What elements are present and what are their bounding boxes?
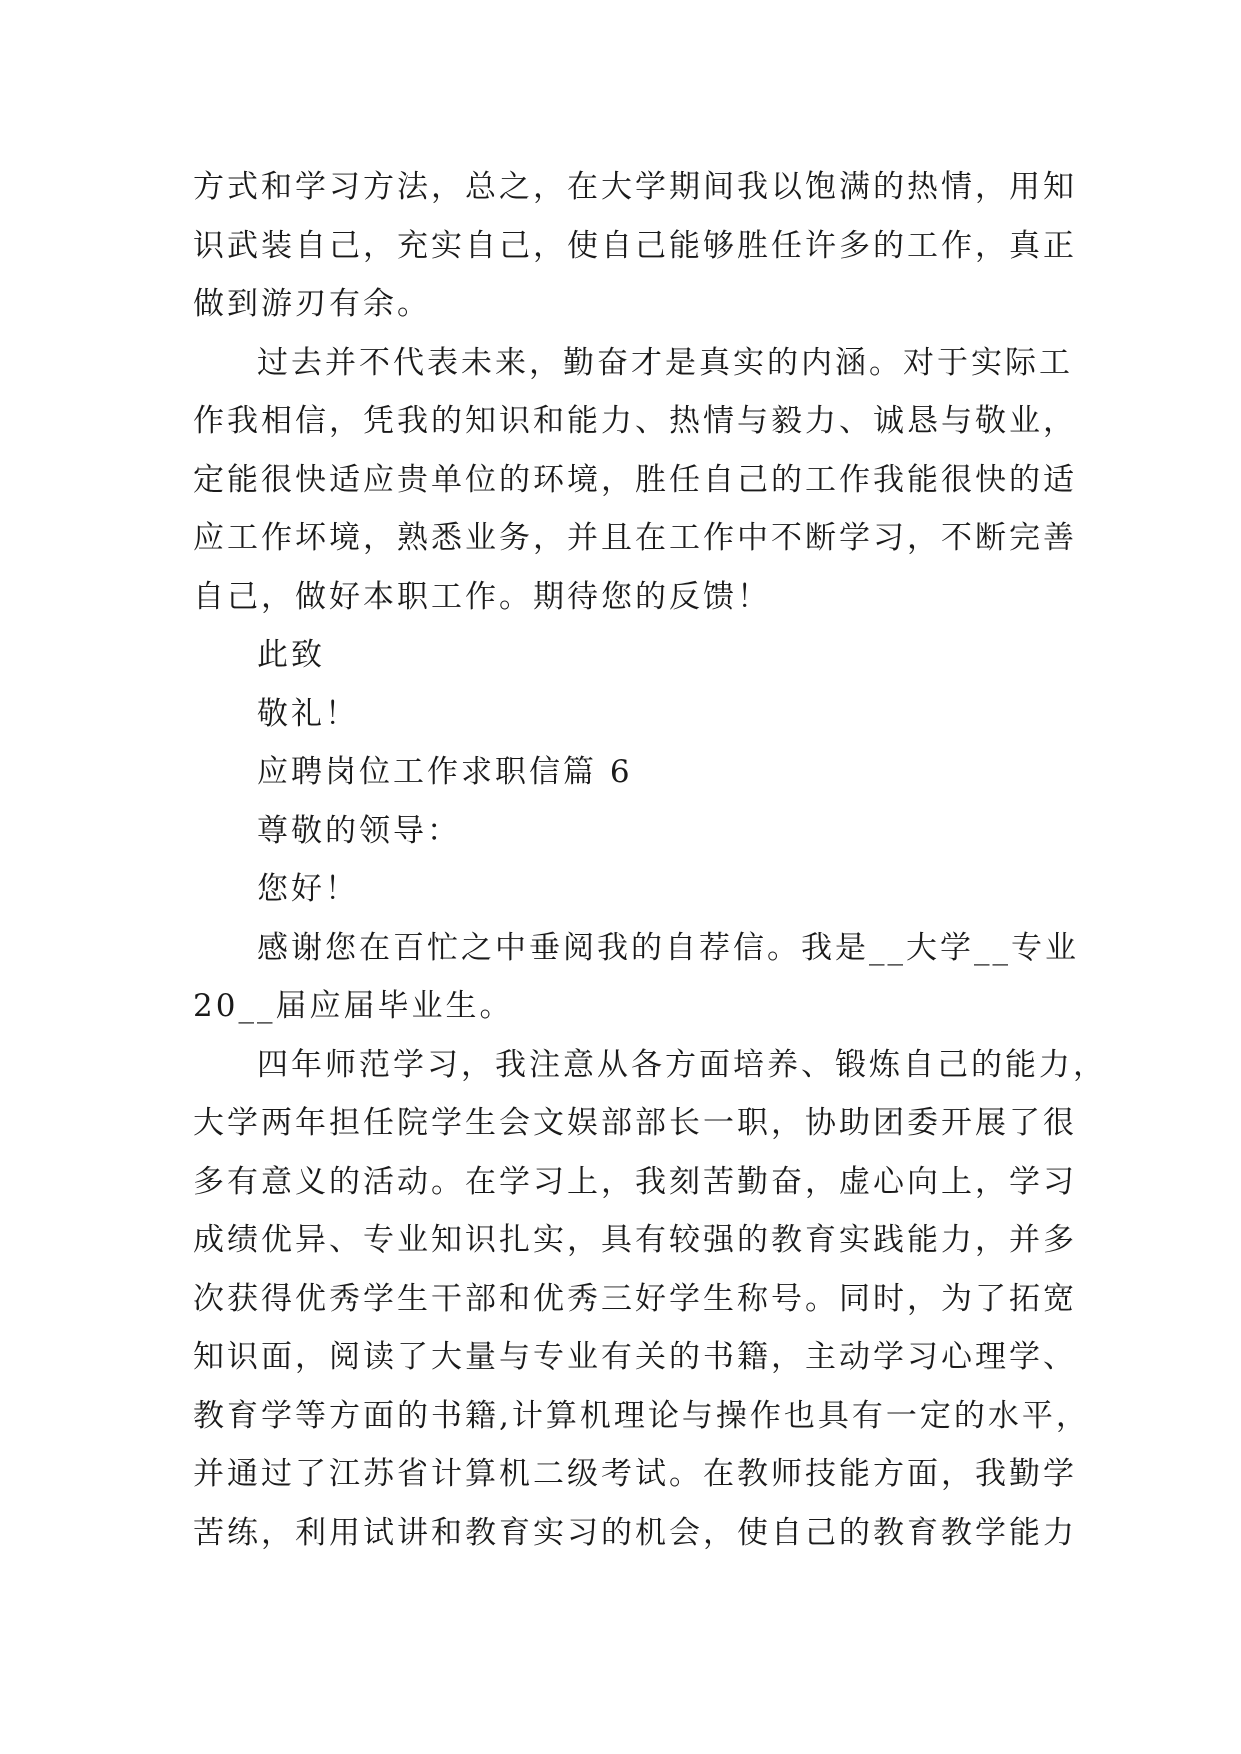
text-line: 大学两年担任院学生会文娱部部长一职，协助团委开展了很	[193, 1105, 1077, 1141]
text-line: 知识面，阅读了大量与专业有关的书籍，主动学习心理学、	[193, 1339, 1077, 1375]
text-line: 过去并不代表未来，勤奋才是真实的内涵。对于实际工	[257, 344, 1073, 381]
letter-body	[193, 158, 1107, 1562]
text-line: 多有意义的活动。在学习上，我刻苦勤奋，虚心向上，学习	[193, 1163, 1077, 1200]
text-line: 20__届应届毕业生。	[193, 988, 514, 1024]
text-line: 成绩优异、专业知识扎实，具有较强的教育实践能力，并多	[193, 1222, 1077, 1258]
text-line: 教育学等方面的书籍,计算机理论与操作也具有一定的水平，	[193, 1397, 1090, 1434]
text-line: 方式和学习方法，总之，在大学期间我以饱满的热情，用知	[193, 169, 1077, 205]
text-line: 自己，做好本职工作。期待您的反馈！	[193, 578, 771, 615]
text-line: 应工作坏境，熟悉业务，并且在工作中不断学习，不断完善	[193, 520, 1077, 556]
text-line: 苦练，利用试讲和教育实习的机会，使自己的教育教学能力	[193, 1514, 1077, 1551]
text-line: 作我相信，凭我的知识和能力、热情与毅力、诚恳与敬业，	[193, 403, 1077, 439]
greeting: 您好！	[257, 871, 359, 907]
text-line: 次获得优秀学生干部和优秀三好学生称号。同时，为了拓宽	[193, 1280, 1077, 1317]
text-line: 四年师范学习，我注意从各方面培养、锻炼自己的能力，	[257, 1046, 1107, 1083]
closing-salute: 敬礼！	[257, 695, 359, 732]
salutation: 尊敬的领导：	[257, 812, 461, 849]
text-line: 做到游刃有余。	[193, 286, 431, 322]
text-line: 定能很快适应贵单位的环境，胜任自己的工作我能很快的适	[193, 461, 1077, 498]
text-line: 识武装自己，充实自己，使自己能够胜任许多的工作，真正	[193, 227, 1077, 264]
closing-line: 此致	[257, 637, 325, 673]
text-line: 并通过了江苏省计算机二级考试。在教师技能方面，我勤学	[193, 1456, 1077, 1492]
text-line: 感谢您在百忙之中垂阅我的自荐信。我是__大学__专业	[257, 929, 1079, 966]
section-title: 应聘岗位工作求职信篇 6	[257, 754, 633, 790]
